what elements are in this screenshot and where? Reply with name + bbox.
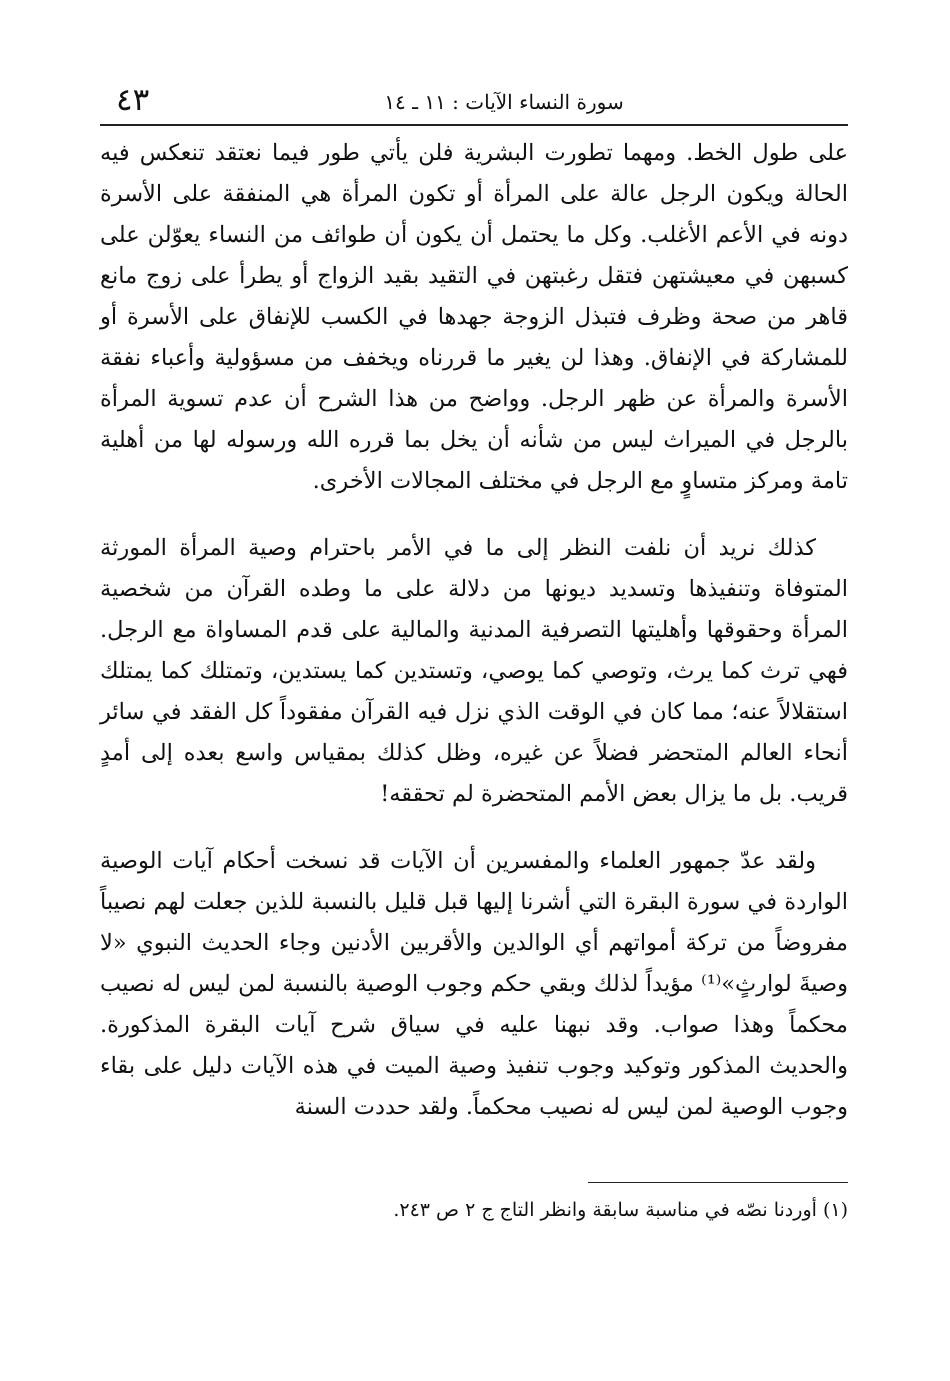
- footnote: (١) أوردنا نصّه في مناسبة سابقة وانظر التاج ج ٢ ص ٢٤٣.: [393, 1199, 848, 1221]
- page-header: [100, 80, 848, 126]
- running-title: سورة النساء الآيات : ١١ ـ ١٤: [384, 90, 624, 114]
- paragraph-1: على طول الخط. ومهما تطورت البشرية فلن يأتي طور فيما نعتقد تنعكس فيه الحالة ويكون الرجل عالة على المرأة أو تكون المرأة هي المنفقة على الأسرة دونه في الأعم الأغلب. وكل ما يحتمل أن يكون أن طوائف من النساء يعوّلن على كسبهن في معيشتهن فتقل رغبتهن في التقيد بقيد الزواج أو يطرأ على زوج مانع قاهر من صحة وظرف فتبذل الزوجة جهدها في الكسب للإنفاق على الأسرة أو للمشاركة في الإنفاق. وهذا لن يغير ما قررناه ويخفف من مسؤولية وأعباء نفقة الأسرة والمرأة عن ظهر الرجل. وواضح من هذا الشرح أن عدم تسوية المرأة بالرجل في الميراث ليس من شأنه أن يخل بما قرره الله ورسوله لها من أهلية تامة ومركز متساوٍ مع الرجل في مختلف المجالات الأخرى.: [100, 140, 848, 494]
- paragraph-2: كذلك نريد أن نلفت النظر إلى ما في الأمر باحترام وصية المرأة المورثة المتوفاة وتنفيذها وتسديد ديونها من دلالة على ما وطده القرآن من شخصية المرأة وحقوقها وأهليتها التصرفية المدنية والمالية على قدم المساواة مع الرجل. فهي ترث كما يرث، وتوصي كما يوصي، وتستدين كما يستدين، وتمتلك كما يمتلك استقلالاً عنه؛ مما كان في الوقت الذي نزل فيه القرآن مفقوداً كل الفقد في سائر أنحاء العالم المتحضر فضلاً عن غيره، وظل كذلك بمقياس واسع بعده إلى أمدٍ قريب. بل ما يزال بعض الأمم المتحضرة لم تحققه!: [100, 535, 848, 807]
- page-number: ٤٣: [116, 82, 150, 118]
- paragraph-3: ولقد عدّ جمهور العلماء والمفسرين أن الآيات قد نسخت أحكام آيات الوصية الواردة في سورة البقرة التي أشرنا إليها قبل قليل بالنسبة للذين جعلت لهم نصيباً مفروضاً من تركة أمواتهم أي الوالدين والأقربين الأدنين وجاء الحديث النبوي «لا وصيةَ لوارثٍ»⁽¹⁾ مؤيداً لذلك وبقي حكم وجوب الوصية بالنسبة لمن ليس له نصيب محكماً وهذا صواب. وقد نبهنا عليه في سياق شرح آيات البقرة المذكورة. والحديث المذكور وتوكيد وجوب تنفيذ وصية الميت في هذه الآيات دليل على بقاء وجوب الوصية لمن ليس له نصيب محكماً. ولقد حددت السنة: [100, 848, 848, 1120]
- footnote-divider: [588, 1182, 848, 1183]
- body-text: [100, 133, 848, 1128]
